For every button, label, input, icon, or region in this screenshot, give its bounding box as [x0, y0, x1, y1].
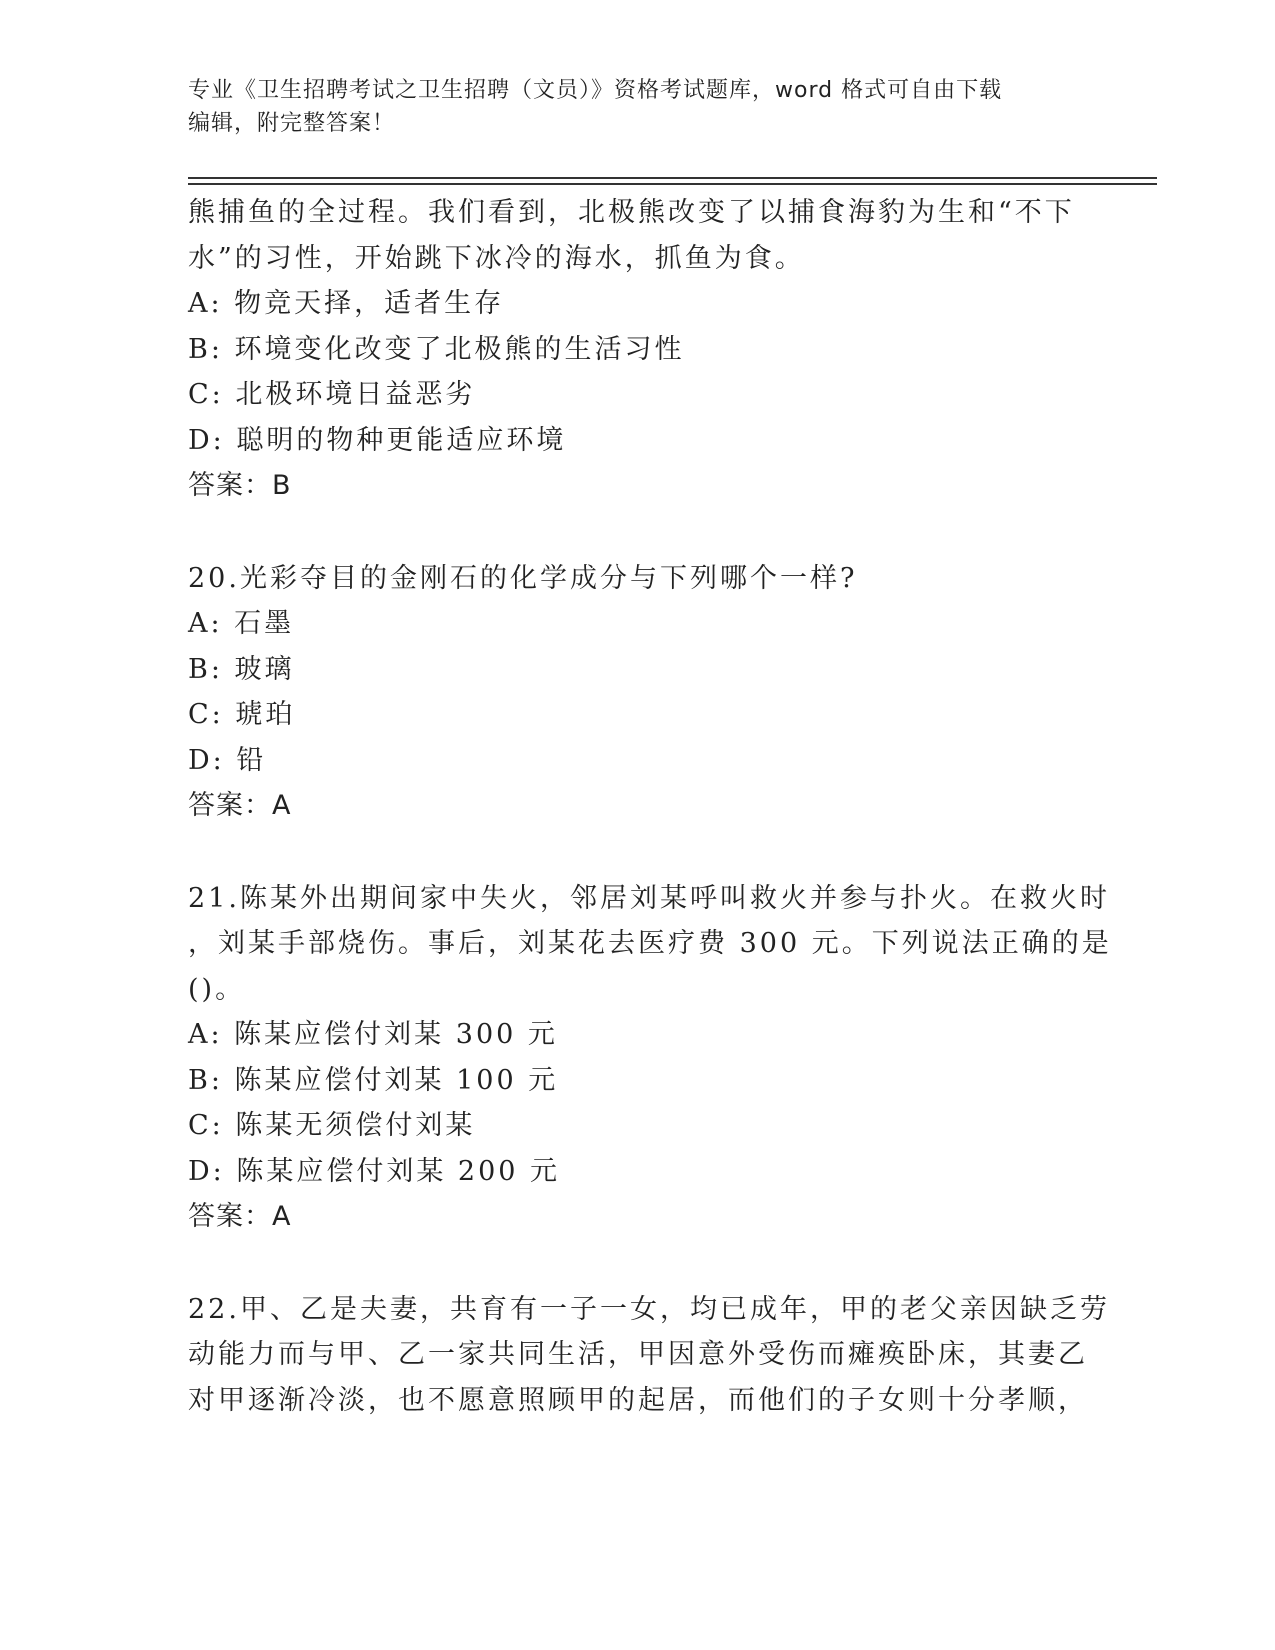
question-stem-line: 21.陈某外出期间家中失火，邻居刘某呼叫救火并参与扑火。在救火时: [188, 882, 1110, 914]
question-stem-line: ()。: [188, 973, 246, 1005]
question-stem-line: 对甲逐渐冷淡，也不愿意照顾甲的起居，而他们的子女则十分孝顺，: [188, 1384, 1088, 1416]
question-21: [188, 876, 1112, 1240]
question-stem-line: 动能力而与甲、乙一家共同生活，甲因意外受伤而瘫痪卧床，其妻乙: [188, 1339, 1088, 1370]
option-d: D: 聪明的物种更能适应环境: [188, 424, 567, 456]
document-header: [188, 74, 1088, 140]
option-d: D: 铅: [188, 744, 267, 776]
option-c: C: 琥珀: [188, 699, 296, 730]
question-20: [188, 556, 1088, 829]
option-a: A: 陈某应偿付刘某 300 元: [188, 1019, 558, 1050]
question-spacer: [188, 829, 1088, 876]
question-stem-line: ，刘某手部烧伤。事后，刘某花去医疗费 300 元。下列说法正确的是: [188, 928, 1112, 959]
option-b: B: 玻璃: [188, 653, 295, 685]
question-19: [188, 190, 1088, 509]
header-divider-bottom: [188, 183, 1157, 185]
question-stem-line: 水”的习性，开始跳下冰冷的海水，抓鱼为食。: [188, 242, 805, 274]
option-b: B: 环境变化改变了北极熊的生活习性: [188, 333, 685, 365]
option-a: A: 石墨: [188, 608, 295, 639]
question-spacer: [188, 509, 1088, 556]
question-stem-line: 22.甲、乙是夫妻，共育有一子一女，均已成年，甲的老父亲因缺乏劳: [188, 1293, 1110, 1325]
option-a: A: 物竞天择，适者生存: [188, 288, 505, 319]
answer-line: 答案：A: [188, 790, 292, 821]
question-stem-line: 20.光彩夺目的金刚石的化学成分与下列哪个一样?: [188, 562, 858, 594]
answer-line: 答案：A: [188, 1201, 292, 1232]
header-divider-top: [188, 177, 1157, 179]
option-c: C: 北极环境日益恶劣: [188, 379, 476, 410]
header-line-1: 专业《卫生招聘考试之卫生招聘（文员）》资格考试题库，word 格式可自由下载: [188, 78, 1003, 103]
question-content: [188, 190, 1112, 1423]
option-c: C: 陈某无须偿付刘某: [188, 1110, 476, 1141]
header-line-2: 编辑，附完整答案！: [188, 111, 396, 136]
question-22: [188, 1287, 1110, 1424]
question-stem-line: 熊捕鱼的全过程。我们看到，北极熊改变了以捕食海豹为生和“不下: [188, 197, 1075, 228]
option-d: D: 陈某应偿付刘某 200 元: [188, 1155, 561, 1187]
answer-line: 答案：B: [188, 470, 292, 501]
option-b: B: 陈某应偿付刘某 100 元: [188, 1064, 559, 1096]
question-spacer: [188, 1240, 1088, 1287]
